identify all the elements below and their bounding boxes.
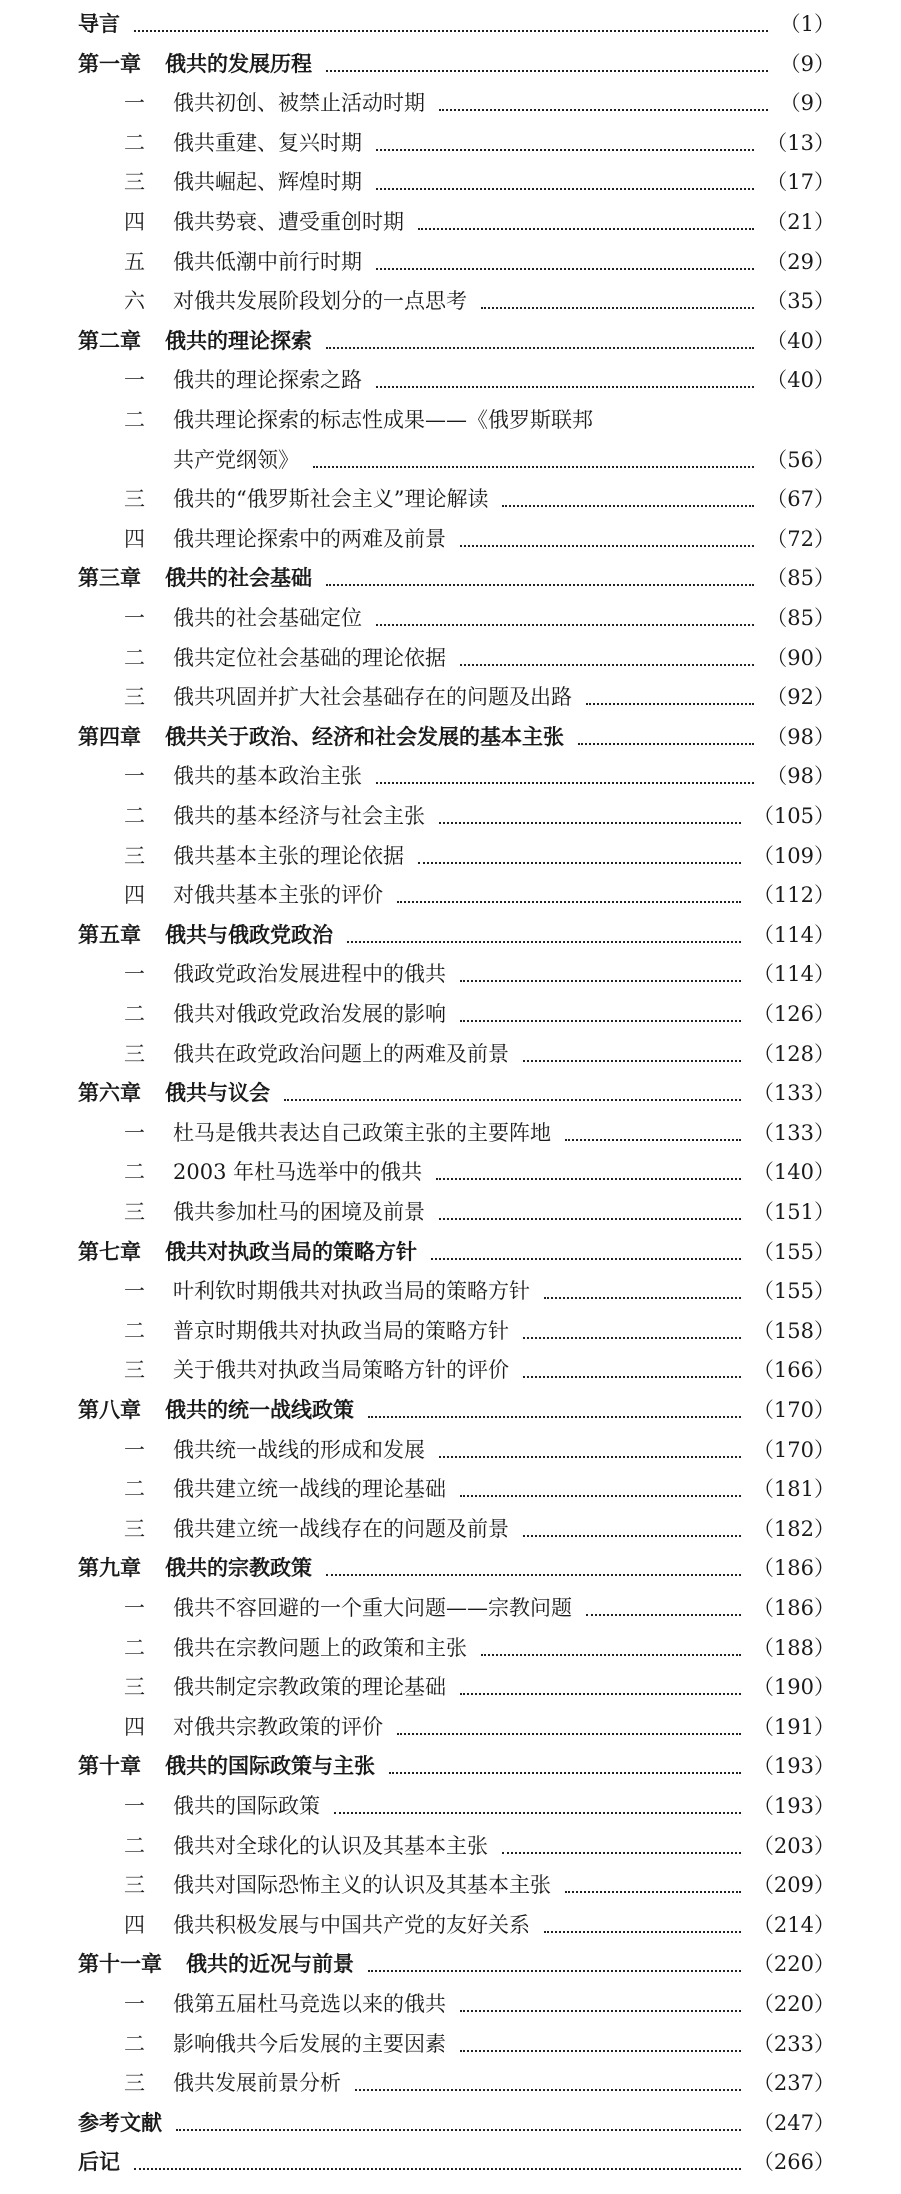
dot-leader [389,1746,741,1786]
dot-leader [368,1944,741,1984]
section-title: 俄共巩固并扩大社会基础存在的问题及出路 [173,677,582,717]
chapter-label: 第三章 [78,565,141,591]
toc-entry [0,1113,901,1153]
toc-entry [0,677,901,717]
page-number: （114） [745,954,835,994]
page-number: （203） [745,1826,835,1866]
toc-entry [0,717,901,757]
toc-entry [0,954,901,994]
toc-entry [0,1509,901,1549]
toc-entry [0,440,901,480]
section-title: 俄共理论探索的标志性成果——《俄罗斯联邦 [173,400,603,440]
toc-entry [0,123,901,163]
toc-entry [0,360,901,400]
dot-leader [368,1390,741,1430]
top-level-title: 参考文献 [78,2103,172,2143]
chapter-title: 俄共的统一战线政策 [165,1390,364,1430]
page-number: （158） [745,1311,835,1351]
page-number: （112） [745,875,835,915]
toc-entry [0,1152,901,1192]
section-title: 俄共低潮中前行时期 [173,242,372,282]
page-number: （109） [745,836,835,876]
dot-leader [460,2024,741,2064]
dot-leader [544,1905,741,1945]
page-number: （85） [758,598,835,638]
chapter-title: 俄共的理论探索 [165,321,322,361]
page-number: （155） [745,1271,835,1311]
section-number: 一 [124,1271,145,1311]
section-title: 俄共建立统一战线的理论基础 [173,1469,456,1509]
chapter-label: 第五章 [78,921,141,947]
toc-entry [0,558,901,598]
section-number: 六 [124,281,145,321]
page-number: （186） [745,1588,835,1628]
section-title-continued: 共产党纲领》 [173,440,309,480]
chapter-title: 俄共对执政当局的策略方针 [165,1232,427,1272]
dot-leader [460,1984,741,2024]
page-number: （29） [758,242,835,282]
dot-leader [176,2103,741,2143]
section-number: 二 [124,796,145,836]
section-title: 俄共对国际恐怖主义的认识及其基本主张 [173,1865,561,1905]
section-title: 俄共的基本经济与社会主张 [173,796,435,836]
section-title: 俄共在政党政治问题上的两难及前景 [173,1034,519,1074]
section-number: 一 [124,360,145,400]
dot-leader [523,1509,741,1549]
section-title: 俄共的社会基础定位 [173,598,372,638]
dot-leader [347,915,741,955]
section-number: 一 [124,1984,145,2024]
toc-entry [0,2103,901,2143]
page-number: （182） [745,1509,835,1549]
chapter-label: 第九章 [78,1555,141,1581]
section-number: 四 [124,519,145,559]
section-title: 对俄共基本主张的评价 [173,875,393,915]
toc-entry [0,1430,901,1470]
section-number: 五 [124,242,145,282]
dot-leader [586,677,754,717]
section-title: 俄共参加杜马的困境及前景 [173,1192,435,1232]
page-number: （128） [745,1034,835,1074]
dot-leader [326,44,768,84]
page-number: （40） [758,360,835,400]
dot-leader [460,994,741,1034]
page-number: （266） [745,2142,835,2182]
dot-leader [439,1192,741,1232]
dot-leader [418,836,741,876]
section-title: 俄共不容回避的一个重大问题——宗教问题 [173,1588,582,1628]
section-number: 三 [124,479,145,519]
section-number: 三 [124,1034,145,1074]
page-number: （9） [772,83,835,123]
toc-entry [0,1826,901,1866]
toc-entry [0,1588,901,1628]
toc-entry [0,162,901,202]
toc-entry [0,1786,901,1826]
toc-entry [0,281,901,321]
section-title: 俄共的国际政策 [173,1786,330,1826]
page-number: （170） [745,1390,835,1430]
section-title: 对俄共发展阶段划分的一点思考 [173,281,477,321]
section-title: 俄第五届杜马竞选以来的俄共 [173,1984,456,2024]
toc-entry [0,1034,901,1074]
section-number: 一 [124,1786,145,1826]
section-title: 俄共发展前景分析 [173,2063,351,2103]
toc-entry [0,1984,901,2024]
chapter-title: 俄共的宗教政策 [165,1548,322,1588]
page-number: （17） [758,162,835,202]
section-number: 四 [124,1707,145,1747]
section-title: 俄共在宗教问题上的政策和主张 [173,1628,477,1668]
section-number: 一 [124,598,145,638]
page-number: （56） [758,440,835,480]
page-number: （85） [758,558,835,598]
toc-entry [0,875,901,915]
page-number: （133） [745,1113,835,1153]
page-number: （98） [758,717,835,757]
page-number: （67） [758,479,835,519]
page-number: （220） [745,1944,835,1984]
dot-leader [376,360,754,400]
toc-entry [0,796,901,836]
page-number: （1） [772,4,835,44]
toc-entry [0,2063,901,2103]
section-number: 二 [124,994,145,1034]
page-number: （21） [758,202,835,242]
dot-leader [481,1628,741,1668]
toc-entry [0,1232,901,1272]
section-number: 三 [124,1667,145,1707]
page-number: （98） [758,756,835,796]
dot-leader [460,954,741,994]
toc-entry [0,1628,901,1668]
toc-entry [0,638,901,678]
dot-leader [436,1152,741,1192]
dot-leader [376,162,754,202]
section-number: 二 [124,638,145,678]
dot-leader [586,1588,741,1628]
toc-entry [0,1667,901,1707]
section-number: 四 [124,1905,145,1945]
toc-entry [0,1905,901,1945]
section-number: 三 [124,677,145,717]
chapter-label: 第七章 [78,1238,141,1264]
section-title: 俄共理论探索中的两难及前景 [173,519,456,559]
dot-leader [313,440,754,480]
toc-entry [0,1548,901,1588]
dot-leader [326,321,754,361]
dot-leader [431,1232,741,1272]
section-title: 普京时期俄共对执政当局的策略方针 [173,1311,519,1351]
toc-entry [0,1944,901,1984]
chapter-title: 俄共的国际政策与主张 [165,1746,385,1786]
toc-entry [0,1865,901,1905]
toc-entry [0,1390,901,1430]
toc-entry [0,4,901,44]
section-number: 二 [124,400,145,440]
chapter-title: 俄共关于政治、经济和社会发展的基本主张 [165,717,574,757]
page-number: （237） [745,2063,835,2103]
section-title: 俄共统一战线的形成和发展 [173,1430,435,1470]
toc-entry [0,1707,901,1747]
section-number: 二 [124,1469,145,1509]
chapter-label: 第八章 [78,1397,141,1422]
toc-entry [0,321,901,361]
dot-leader [418,202,754,242]
toc-entry [0,242,901,282]
page-number: （9） [772,44,835,84]
dot-leader [544,1271,741,1311]
toc-entry [0,1311,901,1351]
section-number: 二 [124,1152,145,1192]
page-number: （170） [745,1430,835,1470]
section-title: 俄共积极发展与中国共产党的友好关系 [173,1905,540,1945]
dot-leader [326,558,754,598]
dot-leader [134,2142,741,2182]
section-title: 俄政党政治发展进程中的俄共 [173,954,456,994]
page-number: （233） [745,2024,835,2064]
section-number: 三 [124,2063,145,2103]
section-number: 三 [124,1192,145,1232]
chapter-title: 俄共的社会基础 [165,558,322,598]
section-title: 俄共制定宗教政策的理论基础 [173,1667,456,1707]
section-title: 杜马是俄共表达自己政策主张的主要阵地 [173,1113,561,1153]
toc-entry [0,1746,901,1786]
section-number: 三 [124,1865,145,1905]
dot-leader [355,2063,741,2103]
toc-entry [0,519,901,559]
page-number: （214） [745,1905,835,1945]
toc-entry [0,1350,901,1390]
dot-leader [397,875,741,915]
dot-leader [376,123,754,163]
toc-entry [0,598,901,638]
section-number: 二 [124,2024,145,2064]
page-number: （247） [745,2103,835,2143]
page-number: （186） [745,1548,835,1588]
dot-leader [481,281,754,321]
toc-entry [0,479,901,519]
chapter-label: 第十一章 [78,1951,162,1977]
page-number: （133） [745,1073,835,1113]
section-title: 叶利钦时期俄共对执政当局的策略方针 [173,1271,540,1311]
page-number: （181） [745,1469,835,1509]
dot-leader [460,1667,741,1707]
toc-entry [0,1469,901,1509]
dot-leader [460,638,754,678]
dot-leader [565,1113,741,1153]
chapter-title: 俄共的近况与前景 [186,1944,364,1984]
chapter-label: 第二章 [78,327,141,353]
top-level-title: 导言 [78,4,130,44]
section-number: 一 [124,1588,145,1628]
page-number: （193） [745,1786,835,1826]
chapter-label: 第六章 [78,1080,141,1106]
section-title: 俄共势衰、遭受重创时期 [173,202,414,242]
page-number: （40） [758,321,835,361]
dot-leader [502,1826,741,1866]
page-number: （105） [745,796,835,836]
section-number: 四 [124,202,145,242]
toc-entry [0,1271,901,1311]
toc-entry [0,44,901,84]
section-title: 俄共初创、被禁止活动时期 [173,83,435,123]
top-level-title: 后记 [78,2142,130,2182]
page-number: （188） [745,1628,835,1668]
section-title: 俄共建立统一战线存在的问题及前景 [173,1509,519,1549]
section-number: 三 [124,1350,145,1390]
dot-leader [134,4,768,44]
page-number: （90） [758,638,835,678]
dot-leader [326,1548,741,1588]
dot-leader [439,1430,741,1470]
dot-leader [460,519,754,559]
page-number: （190） [745,1667,835,1707]
page-number: （166） [745,1350,835,1390]
section-title: 2003 年杜马选举中的俄共 [173,1152,432,1192]
section-title: 俄共的基本政治主张 [173,756,372,796]
dot-leader [334,1786,741,1826]
toc-entry [0,836,901,876]
page-number: （126） [745,994,835,1034]
dot-leader [460,1469,741,1509]
toc-entry [0,2024,901,2064]
chapter-label: 第四章 [78,723,141,749]
section-number: 一 [124,1113,145,1153]
dot-leader [376,598,754,638]
section-number: 四 [124,875,145,915]
dot-leader [376,756,754,796]
page-number: （140） [745,1152,835,1192]
section-number: 三 [124,836,145,876]
section-title: 俄共对俄政党政治发展的影响 [173,994,456,1034]
section-title: 俄共基本主张的理论依据 [173,836,414,876]
dot-leader [376,242,754,282]
section-number: 二 [124,1826,145,1866]
toc-entry [0,202,901,242]
section-number: 二 [124,123,145,163]
dot-leader [439,796,741,836]
section-title: 俄共的“俄罗斯社会主义”理论解读 [173,479,498,519]
toc-entry [0,994,901,1034]
section-title: 俄共重建、复兴时期 [173,123,372,163]
dot-leader [565,1865,741,1905]
page-number: （193） [745,1746,835,1786]
chapter-title: 俄共与俄政党政治 [165,915,343,955]
chapter-label: 第十章 [78,1753,141,1779]
section-number: 二 [124,1311,145,1351]
page-number: （191） [745,1707,835,1747]
page-number: （155） [745,1232,835,1272]
section-number: 一 [124,1430,145,1470]
section-number: 一 [124,83,145,123]
toc-entry [0,400,901,440]
dot-leader [439,83,768,123]
page-number: （35） [758,281,835,321]
section-number: 三 [124,1509,145,1549]
chapter-label: 第一章 [78,50,141,76]
dot-leader [578,717,754,757]
page-number: （92） [758,677,835,717]
dot-leader [523,1034,741,1074]
chapter-title: 俄共的发展历程 [165,44,322,84]
section-number: 一 [124,756,145,796]
page-number: （220） [745,1984,835,2024]
page-number: （114） [745,915,835,955]
toc-entry [0,915,901,955]
section-title: 俄共的理论探索之路 [173,360,372,400]
section-number: 三 [124,162,145,202]
section-title: 对俄共宗教政策的评价 [173,1707,393,1747]
dot-leader [523,1350,741,1390]
toc-entry [0,1073,901,1113]
section-title: 关于俄共对执政当局策略方针的评价 [173,1350,519,1390]
section-number: 二 [124,1628,145,1668]
toc-entry [0,2142,901,2182]
toc-entry [0,756,901,796]
page-number: （13） [758,123,835,163]
page-number: （72） [758,519,835,559]
dot-leader [502,479,754,519]
section-number: 一 [124,954,145,994]
section-title: 俄共崛起、辉煌时期 [173,162,372,202]
page-number: （151） [745,1192,835,1232]
dot-leader [523,1311,741,1351]
section-title: 俄共定位社会基础的理论依据 [173,638,456,678]
toc-entry [0,83,901,123]
dot-leader [397,1707,741,1747]
section-title: 俄共对全球化的认识及其基本主张 [173,1826,498,1866]
chapter-title: 俄共与议会 [165,1073,280,1113]
toc-entry [0,1192,901,1232]
page-number: （209） [745,1865,835,1905]
section-title: 影响俄共今后发展的主要因素 [173,2024,456,2064]
dot-leader [284,1073,741,1113]
